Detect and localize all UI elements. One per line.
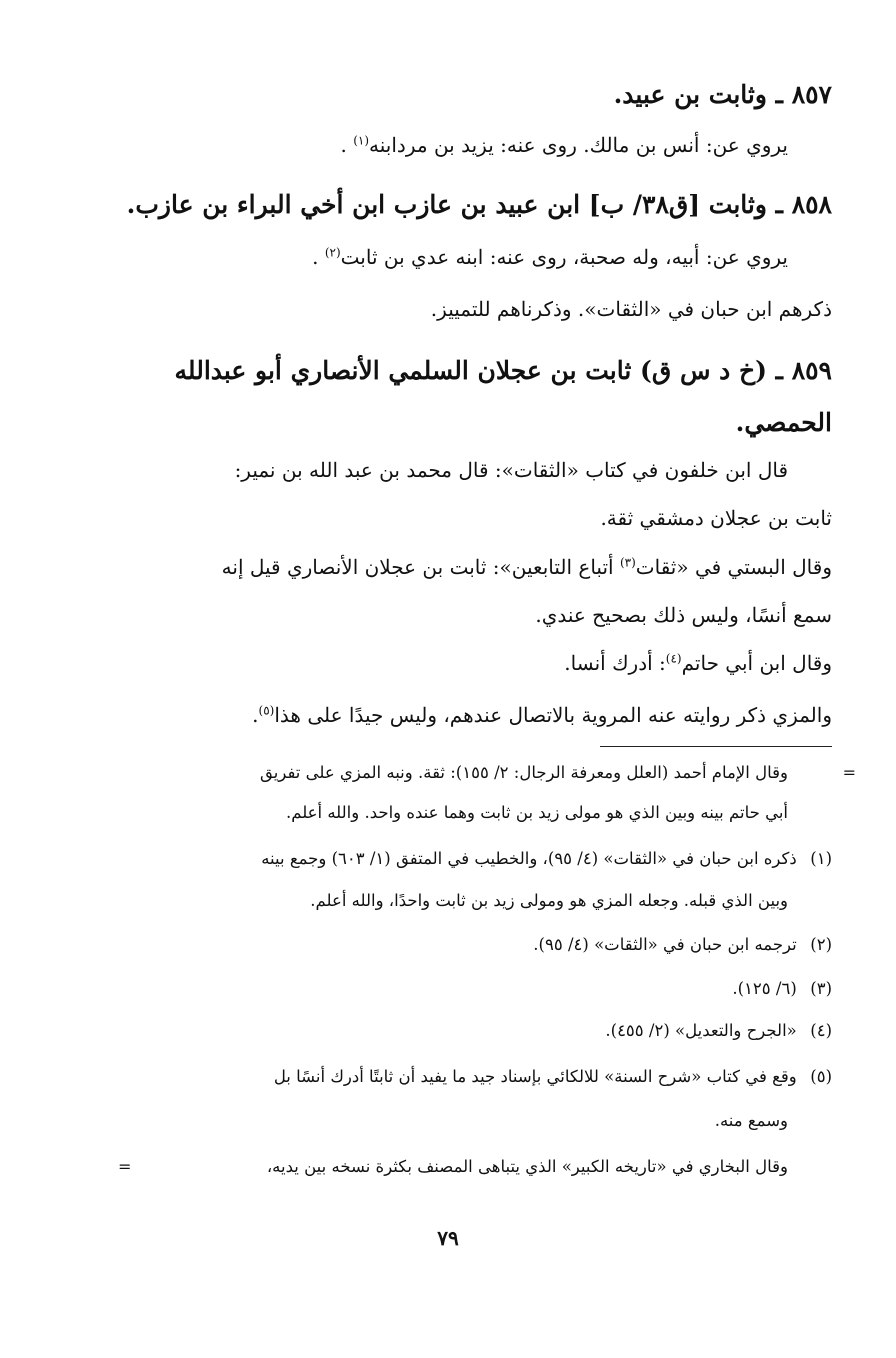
footnote-1-line2: وبين الذي قبله. وجعله المزي هو ومولى زيد بن ثابت واحدًا، والله أعلم.: [310, 891, 788, 910]
entry-859-heading-line2: الحمصي.: [735, 408, 832, 437]
footnote-1: (١) ذكره ابن حبان في «الثقات» (٤/ ٩٥)، والخطيب في المتفق (١/ ٦٠٣) وجمع بينه: [130, 846, 832, 872]
footnote-ref-4[interactable]: (٤): [665, 651, 682, 666]
footnote-5-line3: وقال البخاري في «تاريخه الكبير» الذي يتباهى المصنف بكثرة نسخه بين يديه،: [266, 1157, 788, 1176]
page-number: ٧٩: [437, 1226, 459, 1250]
continuation-mark-start: =: [842, 763, 856, 782]
footnote-continuation-line1: وقال الإمام أحمد (العلل ومعرفة الرجال: ٢/ ١٥٥): ثقة. ونبه المزي على تفريق: [259, 763, 788, 782]
footnote-2-number: (٢): [810, 935, 832, 954]
footnote-4: (٤) «الجرح والتعديل» (٢/ ٤٥٥).: [130, 1018, 832, 1044]
footnote-1-number: (١): [810, 849, 832, 868]
footnote-4-number: (٤): [810, 1021, 832, 1040]
footnote-ref-1[interactable]: (١): [353, 133, 370, 148]
entry-859-p1-line2: ثابت بن عجلان دمشقي ثقة.: [600, 506, 832, 530]
footnote-2: (٢) ترجمه ابن حبان في «الثقات» (٤/ ٩٥).: [130, 932, 832, 958]
entry-857-heading: ٨٥٧ ـ وثابت بن عبيد.: [613, 80, 832, 109]
entry-859-p2-line1: وقال البستي في «ثقات$^{(٣)}$ أتباع التابعين»: ثابت بن عجلان الأنصاري قيل إنه: [221, 555, 832, 579]
footnote-ref-5[interactable]: (٥): [258, 703, 275, 718]
footnote-ref-3[interactable]: (٣): [619, 555, 636, 570]
entry-857-text: يروي عن: أنس بن مالك. روى عنه: يزيد بن مردابنه$^{(١)}$ .: [340, 133, 788, 157]
footnote-ref-2[interactable]: (٢): [324, 245, 341, 260]
entry-858-text: يروي عن: أبيه، وله صحبة، روى عنه: ابنه عدي بن ثابت$^{(٢)}$ .: [312, 245, 788, 269]
entry-858-heading: ٨٥٨ ـ وثابت [ق٣٨/ ب] ابن عبيد بن عازب ابن أخي البراء بن عازب.: [126, 190, 832, 219]
entry-859-p1-line1: قال ابن خلفون في كتاب «الثقات»: قال محمد بن عبد الله بن نمير:: [234, 458, 788, 482]
continuation-mark-end: =: [118, 1157, 132, 1176]
footnote-divider: [600, 746, 832, 747]
footnote-5: (٥) وقع في كتاب «شرح السنة» للالكائي بإسناد جيد ما يفيد أن ثابتًا أدرك أنسًا بل: [130, 1064, 832, 1090]
footnote-5-number: (٥): [810, 1067, 832, 1086]
entry-859-heading-line1: ٨٥٩ ـ (خ د س ق) ثابت بن عجلان السلمي الأنصاري أبو عبدالله: [174, 356, 832, 385]
footnote-3-number: (٣): [810, 979, 832, 998]
footnote-continuation-line2: أبي حاتم بينه وبين الذي هو مولى زيد بن ثابت وهما عنده واحد. والله أعلم.: [285, 803, 788, 822]
entry-859-p2-line2: سمع أنسًا، وليس ذلك بصحيح عندي.: [535, 603, 832, 627]
footnote-3: (٣) (٦/ ١٢٥).: [130, 976, 832, 1002]
entry-858-note: ذكرهم ابن حبان في «الثقات». وذكرناهم للتمييز.: [430, 297, 832, 321]
footnote-5-line2: وسمع منه.: [714, 1111, 788, 1130]
entry-859-p4: والمزي ذكر روايته عنه المروية بالاتصال عندهم، وليس جيدًا على هذا$^{(٥)}$.: [252, 703, 832, 727]
entry-859-p3: وقال ابن أبي حاتم$^{(٤)}$: أدرك أنسا.: [564, 651, 832, 675]
